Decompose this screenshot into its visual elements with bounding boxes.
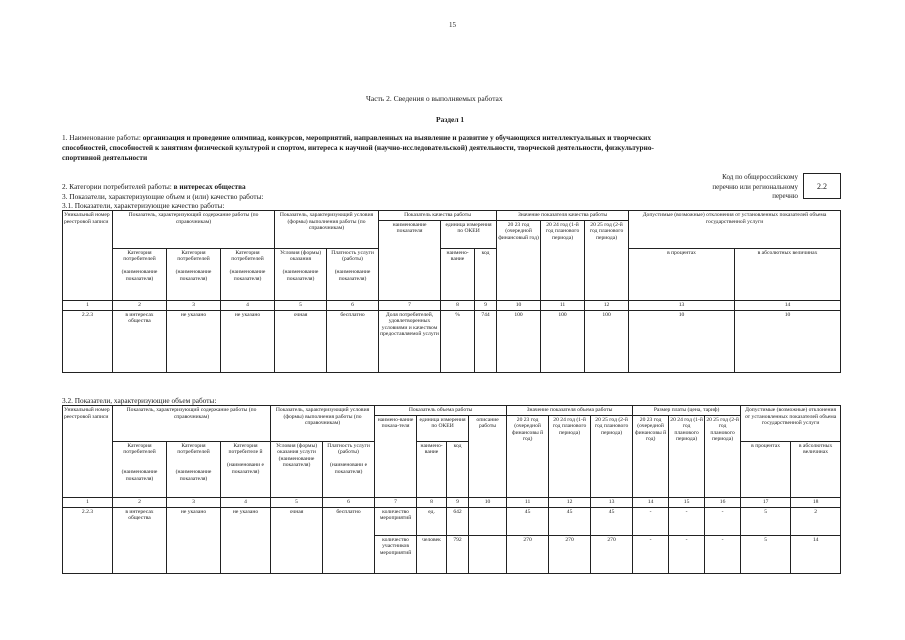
- v-idx: 2: [113, 497, 167, 507]
- q-idx: 7: [379, 300, 441, 310]
- q-indicator: Доля потребителей, удовлетворенных условиями и качеством предоставляемой услуги: [379, 310, 441, 372]
- q-h-values: Значение показателя качества работы: [497, 211, 629, 221]
- section-title: Раздел 1: [436, 115, 465, 124]
- q-c4: Условия (формы) оказания (наименование показателя): [275, 248, 327, 300]
- v-index-row: [63, 497, 841, 507]
- v-p1: -: [633, 507, 669, 535]
- q-c1: Категория потребителей (наименование показателя): [113, 248, 167, 300]
- v-v2: 45: [549, 507, 591, 535]
- code-label: Код по общероссийскому перечню или региональному перечню: [712, 173, 798, 200]
- q-v3: 100: [585, 310, 629, 372]
- v-h-name: наимено-вание показа-теля: [375, 415, 417, 497]
- v-h-p1: 20 23 год (очередной финансовы й год): [633, 415, 669, 497]
- v-h-reg: Уникальный номер реестровой записи: [63, 406, 113, 498]
- v-h-y3: 20 25 год (2-й год планового периода): [591, 415, 633, 497]
- q-idx: 13: [629, 300, 735, 310]
- q-idx: 1: [63, 300, 113, 310]
- v-h-deviation: Допустимые (возможные) отклонения от установленных показателей объема государственной услуги: [741, 406, 841, 442]
- v-cat3: не указано: [221, 507, 271, 573]
- v-h-unit-code: код: [447, 441, 469, 497]
- v-desc: [469, 535, 507, 573]
- v-h-p3: 20 25 год (2-й год планового периода): [705, 415, 741, 497]
- v-idx: 13: [591, 497, 633, 507]
- q-idx: 12: [585, 300, 629, 310]
- quality-table: [62, 210, 841, 373]
- q-h-abs: в абсолютных величинах: [735, 248, 841, 300]
- v-v1: 270: [507, 535, 549, 573]
- v-abs: 2: [791, 507, 841, 535]
- v-p2: -: [669, 535, 705, 573]
- q-code: 744: [475, 310, 497, 372]
- v-v3: 45: [591, 507, 633, 535]
- q-idx: 9: [475, 300, 497, 310]
- q-idx: 14: [735, 300, 841, 310]
- q-h-unit-code: код: [475, 248, 497, 300]
- v-idx: 4: [221, 497, 271, 507]
- v-idx: 8: [417, 497, 447, 507]
- q-h-y2: 20 24 год (1-й год планового периода): [541, 220, 585, 300]
- table-row: [63, 507, 841, 535]
- q-h-reg: Уникальный номер реестровой записи: [63, 211, 113, 301]
- v-idx: 18: [791, 497, 841, 507]
- q-reg: 2.2.3: [63, 310, 113, 372]
- v-h-desc: описание работы: [469, 415, 507, 497]
- v-h-content: Показатель, характеризующий содержание работы (по справочникам): [113, 406, 271, 442]
- q-h-unit: единица измерения по ОКЕИ: [441, 220, 497, 248]
- v-c5: Платность услуги (работы) (наименовани е показателя): [323, 441, 375, 497]
- v-idx: 1: [63, 497, 113, 507]
- q-idx: 6: [327, 300, 379, 310]
- q-cat3: не указано: [221, 310, 275, 372]
- v-h-values: Значение показателя объема работы: [507, 406, 633, 416]
- v-p1: -: [633, 535, 669, 573]
- q-form: очная: [275, 310, 327, 372]
- v-idx: 16: [705, 497, 741, 507]
- v-p3: -: [705, 535, 741, 573]
- v-c4: Условия (формы) оказания услуги (наименование показателя): [271, 441, 323, 497]
- v-h-unit: единица измерения по ОКЕИ: [417, 415, 469, 441]
- table-row: [63, 310, 841, 372]
- v-h-y2: 20 24 год (1-й год планового периода): [549, 415, 591, 497]
- indicators-title: 3. Показатели, характеризующие объем и (или) качество работы:: [62, 192, 264, 201]
- v-indicator: количество мероприятий: [375, 507, 417, 535]
- consumers-prefix: 2. Категории потребителей работы:: [62, 182, 172, 191]
- v-idx: 11: [507, 497, 549, 507]
- q-c5: Платность услуги (работы) (наименование показателя): [327, 248, 379, 300]
- v-c1: Категория потребителей (наименование показателя): [113, 441, 167, 497]
- work-name-prefix: 1. Наименование работы:: [62, 133, 141, 142]
- q-unit: %: [441, 310, 475, 372]
- volume-table: [62, 405, 841, 574]
- v-v1: 45: [507, 507, 549, 535]
- v-abs: 14: [791, 535, 841, 573]
- v-v2: 270: [549, 535, 591, 573]
- v-form: очная: [271, 507, 323, 573]
- q-idx: 10: [497, 300, 541, 310]
- code-value: 2.2: [803, 173, 841, 199]
- q-abs: 10: [735, 310, 841, 372]
- v-h-y1: 20 23 год (очередной финансовы й год): [507, 415, 549, 497]
- v-code: 792: [447, 535, 469, 573]
- v-idx: 3: [167, 497, 221, 507]
- q-idx: 8: [441, 300, 475, 310]
- v-h-abs: в абсолютных величинах: [791, 441, 841, 497]
- q-h-content: Показатель, характеризующий содержание работы (по справочникам): [113, 211, 275, 249]
- q-pct: 10: [629, 310, 735, 372]
- q-index-row: [63, 300, 841, 310]
- q-idx: 4: [221, 300, 275, 310]
- v-idx: 10: [469, 497, 507, 507]
- v-idx: 7: [375, 497, 417, 507]
- q-h-conditions: Показатель, характеризующий условия (формы) выполнения работы (по справочникам): [275, 211, 379, 249]
- v-pay: бесплатно: [323, 507, 375, 573]
- work-name: организация и проведение олимпиад, конкурсов, мероприятий, направленных на выявление и развитие у обучающихся интеллектуальных и творческих способностей, способностей к занятиям физической культурой и спортом, интереса к научной (научно-исследовательской) деятельности, творческой деятельности, физкультурно-спортивной деятельности: [62, 133, 654, 162]
- v-pct: 5: [741, 535, 791, 573]
- v-p3: -: [705, 507, 741, 535]
- q-h-percent: в процентах: [629, 248, 735, 300]
- consumers-line: [62, 182, 246, 191]
- v-h-p2: 20 24 год (1-й год планового периода): [669, 415, 705, 497]
- q-cat2: не указано: [167, 310, 221, 372]
- q-v2: 100: [541, 310, 585, 372]
- part-title: Часть 2. Сведения о выполняемых работах: [366, 94, 503, 103]
- v-idx: 15: [669, 497, 705, 507]
- v-c3: Категория потребителе й (наименовани е показателя): [221, 441, 271, 497]
- q-h-y3: 20 25 год (2-й год планового периода): [585, 220, 629, 300]
- v-h-conditions: Показатель, характеризующий условия (формы) выполнения работы (по справочникам): [271, 406, 375, 442]
- v-desc: [469, 507, 507, 535]
- v-h-volume: Показатель объема работы: [375, 406, 507, 416]
- v-reg: 2.2.3: [63, 507, 113, 573]
- page-number: 15: [449, 21, 456, 29]
- v-p2: -: [669, 507, 705, 535]
- q-h-unit-name: наимено-вание: [441, 248, 475, 300]
- q-h-name: наименование показателя: [379, 220, 441, 300]
- q-h-quality: Показатель качества работы: [379, 211, 497, 221]
- v-pct: 5: [741, 507, 791, 535]
- q-idx: 3: [167, 300, 221, 310]
- quality-title: 3.1. Показатели, характеризующие качество работы:: [62, 201, 225, 210]
- v-h-unit-name: наимено-вание: [417, 441, 447, 497]
- v-h-price: Размер платы (цена, тариф): [633, 406, 741, 416]
- q-c2: Категория потребителей (наименование показателя): [167, 248, 221, 300]
- consumers: в интересах общества: [173, 182, 246, 191]
- v-c2: Категория потребителей (наименование показателя): [167, 441, 221, 497]
- q-h-y1: 20 23 год (очередной финансовый год): [497, 220, 541, 300]
- v-idx: 9: [447, 497, 469, 507]
- v-idx: 14: [633, 497, 669, 507]
- volume-title: 3.2. Показатели, характеризующие объем работы:: [62, 396, 217, 405]
- q-pay: бесплатно: [327, 310, 379, 372]
- v-idx: 17: [741, 497, 791, 507]
- v-idx: 5: [271, 497, 323, 507]
- q-cat1: в интересах общества: [113, 310, 167, 372]
- v-cat2: не указано: [167, 507, 221, 573]
- q-idx: 5: [275, 300, 327, 310]
- v-unit: человек: [417, 535, 447, 573]
- work-name-line: [62, 133, 662, 163]
- q-idx: 11: [541, 300, 585, 310]
- v-cat1: в интересах общества: [113, 507, 167, 573]
- q-c3: Категория потребителей (наименование показателя): [221, 248, 275, 300]
- q-idx: 2: [113, 300, 167, 310]
- v-idx: 6: [323, 497, 375, 507]
- v-h-percent: в процентах: [741, 441, 791, 497]
- v-code: 642: [447, 507, 469, 535]
- v-indicator: количество участников мероприятий: [375, 535, 417, 573]
- v-idx: 12: [549, 497, 591, 507]
- v-unit: ед.: [417, 507, 447, 535]
- v-v3: 270: [591, 535, 633, 573]
- q-h-deviation: Допустимые (возможные) отклонения от установленных показателей объема государственной услуги: [629, 211, 841, 249]
- q-v1: 100: [497, 310, 541, 372]
